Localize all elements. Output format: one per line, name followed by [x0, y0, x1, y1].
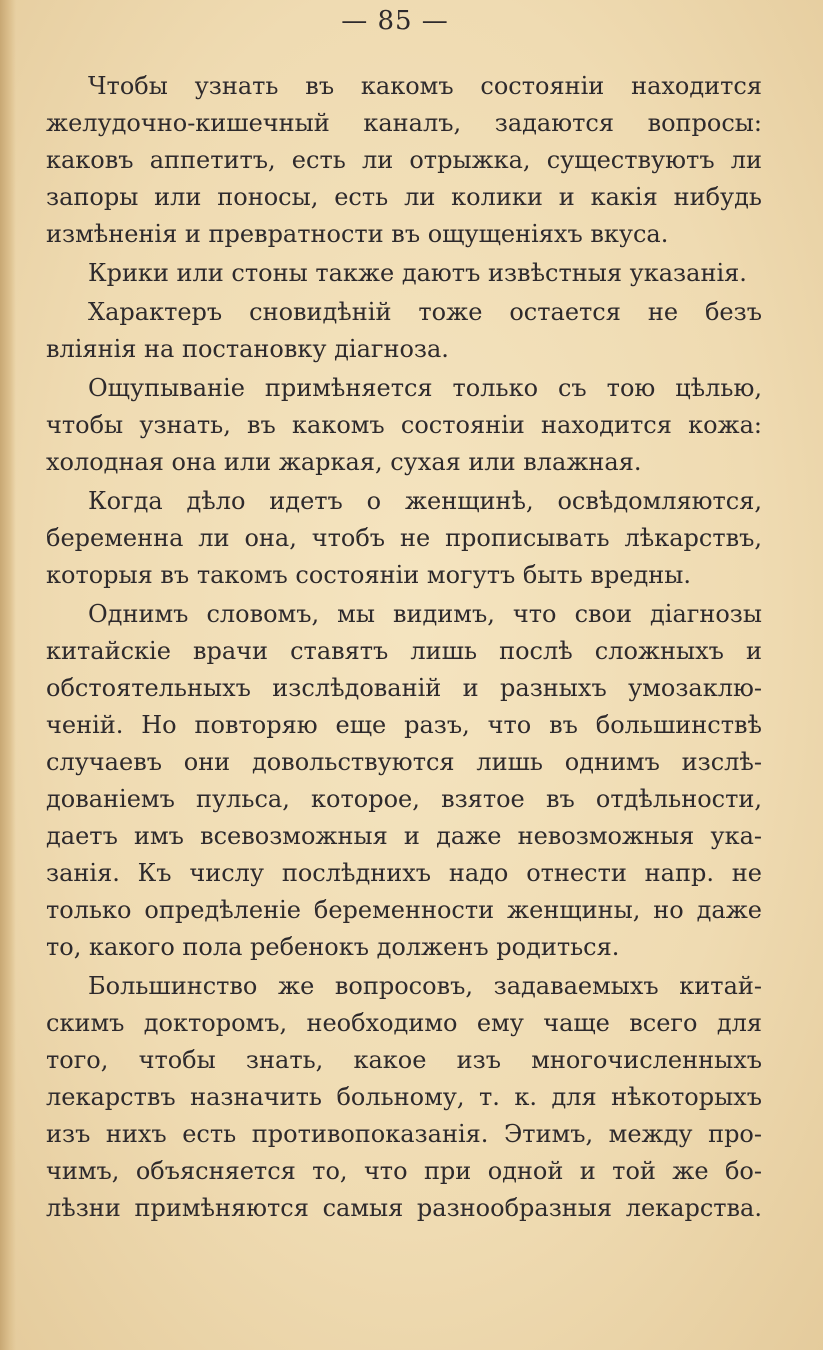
text-line: беременна ли она, чтобъ не прописывать лѣкарствъ, — [46, 524, 762, 552]
text-line: того, чтобы знать, какое изъ многочисленныхъ — [46, 1046, 762, 1074]
text-line: Крики или стоны также даютъ извѣстныя указанія. — [88, 259, 747, 287]
paragraph — [46, 968, 762, 1227]
text-line: каковъ аппетитъ, есть ли отрыжка, существуютъ ли — [46, 146, 762, 174]
text-line: изъ нихъ есть противопоказанія. Этимъ, между про- — [46, 1120, 762, 1148]
text-line: лѣзни примѣняются самыя разнообразныя лекарства. — [46, 1194, 762, 1222]
text-line: Когда дѣло идетъ о женщинѣ, освѣдомляются, — [88, 487, 762, 515]
text-line: Характеръ сновидѣній тоже остается не безъ — [88, 298, 762, 326]
body-text — [46, 68, 762, 1229]
text-line: лекарствъ назначить больному, т. к. для нѣкоторыхъ — [46, 1083, 762, 1111]
text-line: занія. Къ числу послѣднихъ надо отнести напр. не — [46, 859, 762, 887]
text-line: ченій. Но повторяю еще разъ, что въ большинствѣ — [46, 711, 762, 739]
page-number: — 85 — — [341, 6, 449, 36]
text-line: чимъ, объясняется то, что при одной и той же бо- — [46, 1157, 762, 1185]
text-line: Ощупываніе примѣняется только съ тою цѣлью, — [88, 374, 762, 402]
text-line: обстоятельныхъ изслѣдованій и разныхъ умозаклю- — [46, 674, 762, 702]
text-line: желудочно-кишечный каналъ, задаются вопросы: — [46, 109, 762, 137]
text-line: китайскіе врачи ставятъ лишь послѣ сложныхъ и — [46, 637, 762, 665]
paragraph — [46, 370, 762, 481]
paragraph — [46, 294, 762, 368]
text-line: измѣненія и превратности въ ощущеніяхъ вкуса. — [46, 220, 669, 248]
text-line: Чтобы узнать въ какомъ состояніи находится — [88, 72, 762, 100]
text-line: холодная она или жаркая, сухая или влажная. — [46, 448, 642, 476]
text-line: Большинство же вопросовъ, задаваемыхъ китай- — [88, 972, 762, 1000]
text-line: то, какого пола ребенокъ долженъ родиться. — [46, 933, 620, 961]
text-line: которыя въ такомъ состояніи могутъ быть вредны. — [46, 561, 692, 589]
text-line: Однимъ словомъ, мы видимъ, что свои діагнозы — [88, 600, 762, 628]
text-line: чтобы узнать, въ какомъ состояніи находится кожа: — [46, 411, 762, 439]
paragraph — [46, 255, 762, 292]
text-line: скимъ докторомъ, необходимо ему чаще всего для — [46, 1009, 762, 1037]
paragraph — [46, 483, 762, 594]
text-line: только опредѣленіе беременности женщины, но даже — [46, 896, 762, 924]
text-line: запоры или поносы, есть ли колики и какія нибудь — [46, 183, 762, 211]
paragraph — [46, 596, 762, 966]
paragraph — [46, 68, 762, 253]
text-line: дованіемъ пульса, которое, взятое въ отдѣльности, — [46, 785, 762, 813]
text-line: случаевъ они довольствуются лишь однимъ изслѣ- — [46, 748, 762, 776]
text-line: даетъ имъ всевозможныя и даже невозможныя ука- — [46, 822, 762, 850]
text-line: вліянія на постановку діагноза. — [46, 335, 449, 363]
